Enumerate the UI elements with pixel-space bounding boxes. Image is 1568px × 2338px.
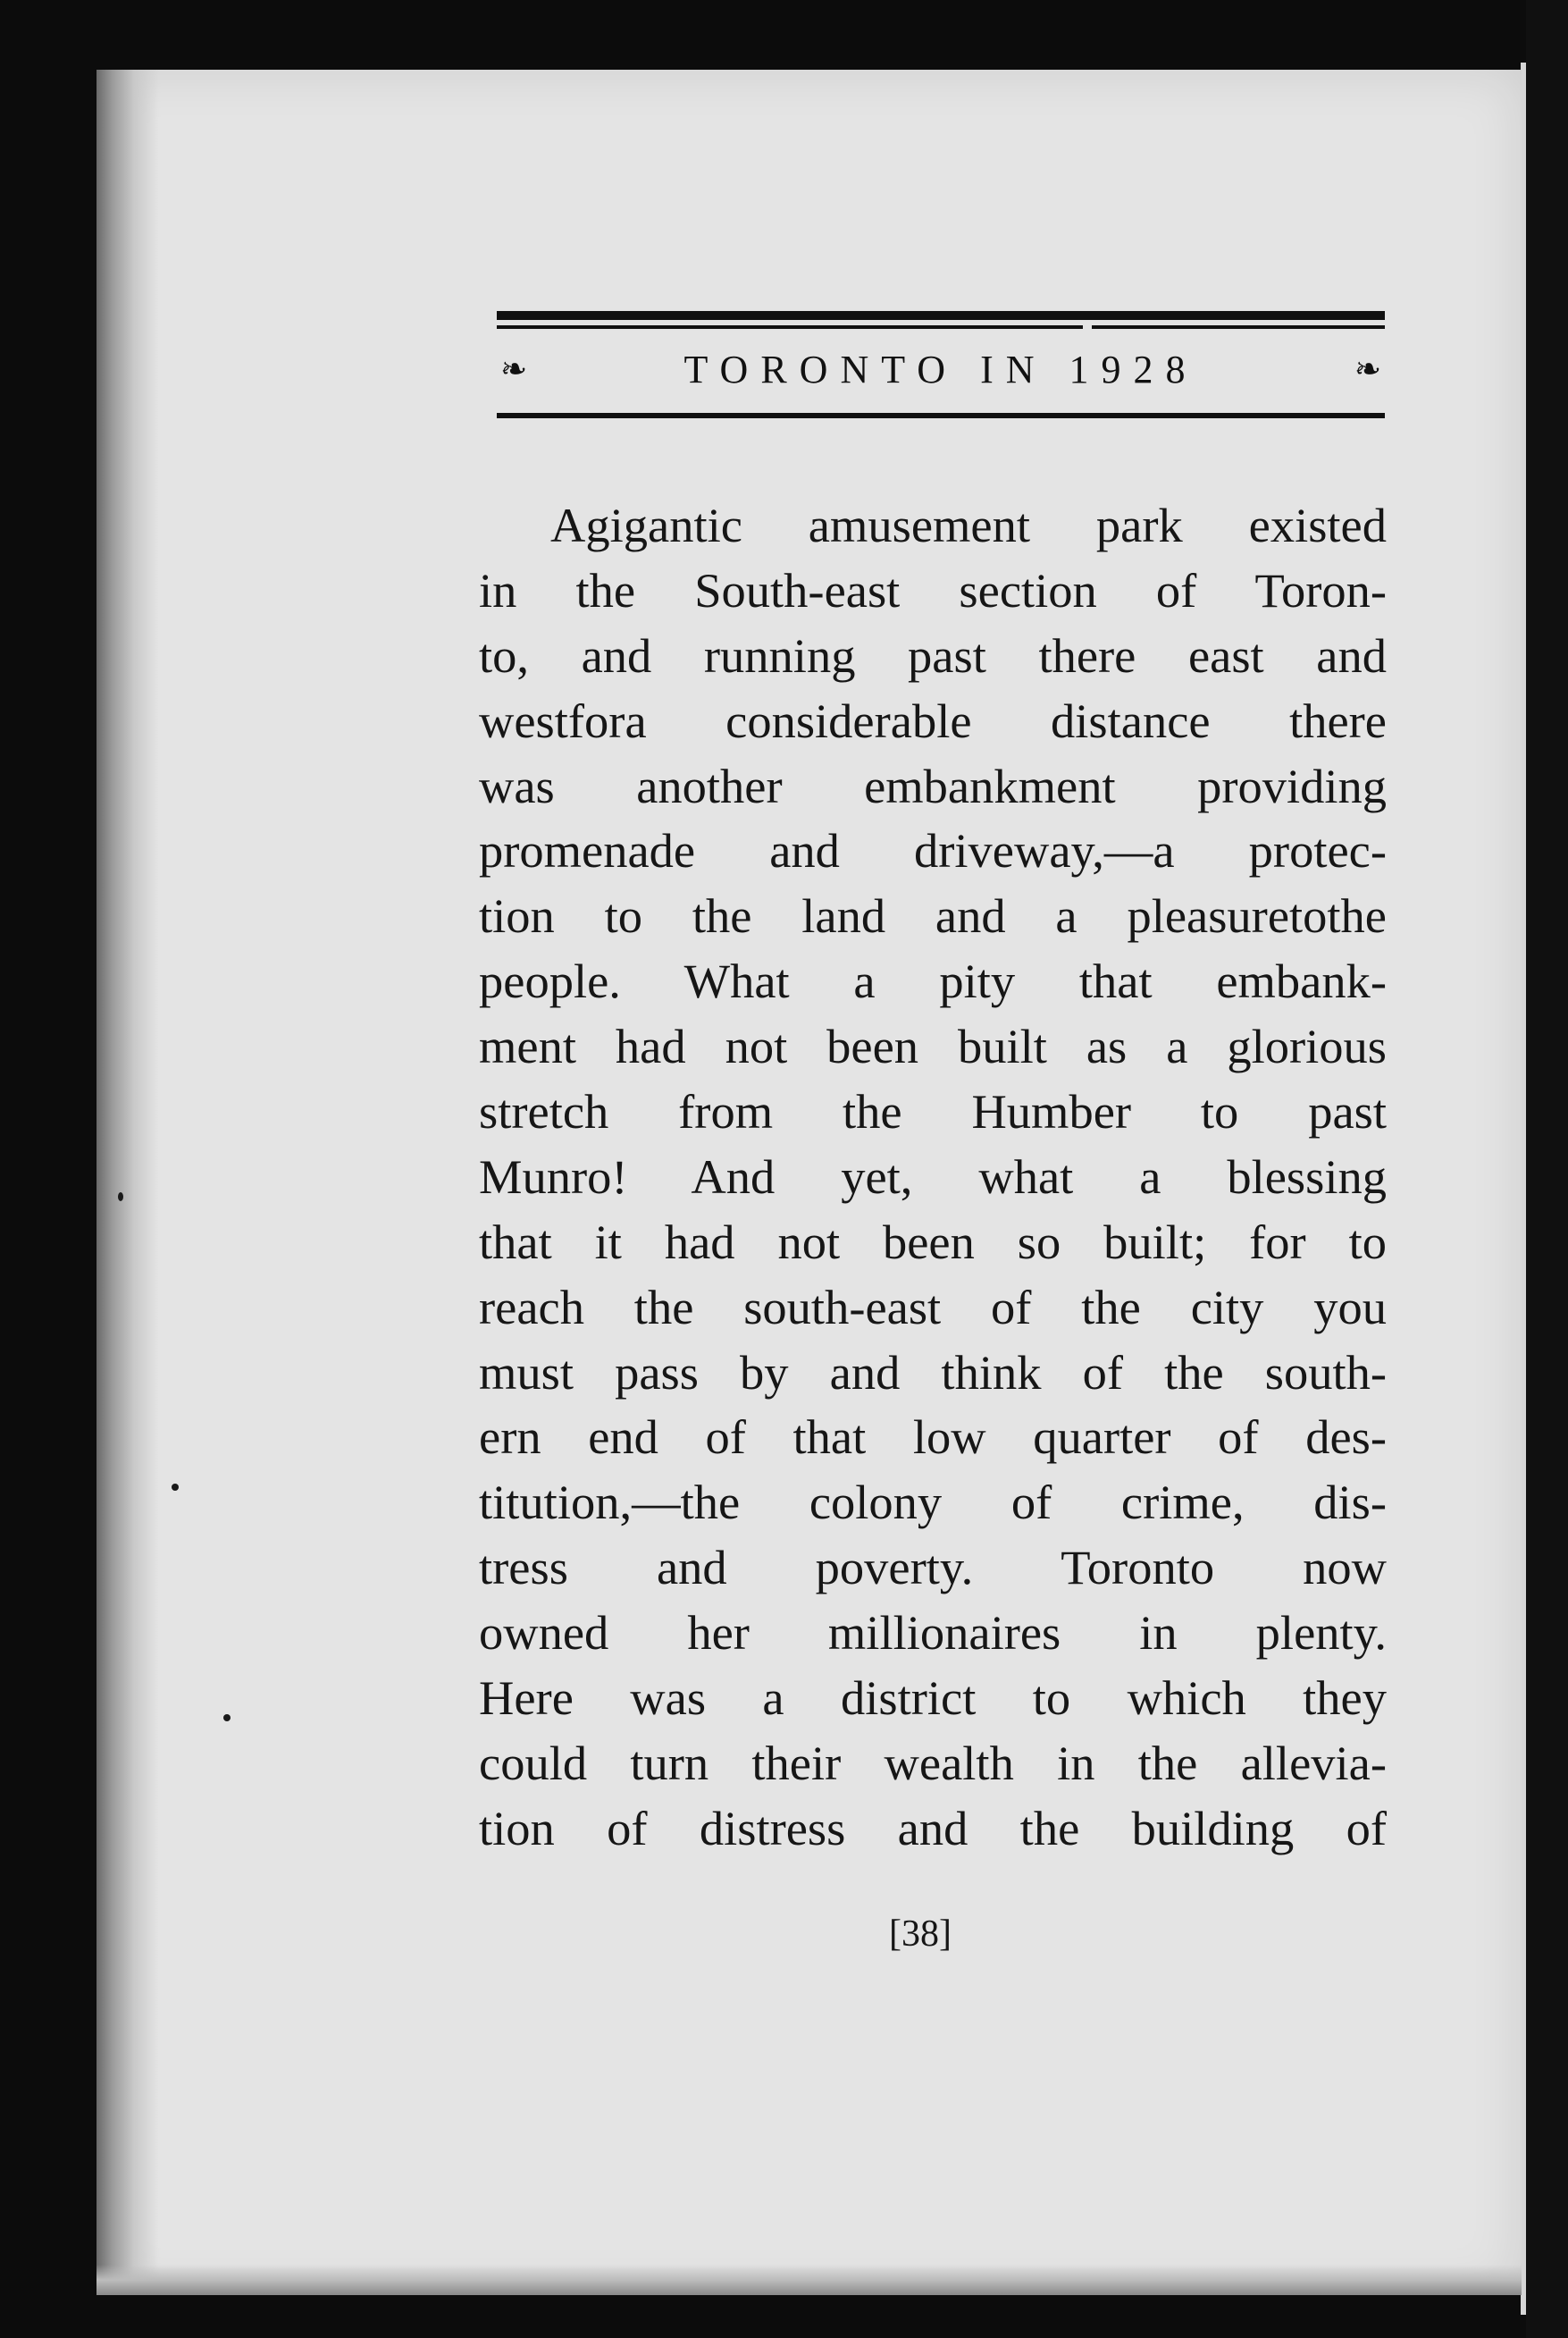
scan-speck xyxy=(118,1192,123,1201)
header-rule-thick xyxy=(497,311,1385,320)
text-line: ment had not been built as a glorious xyxy=(479,1019,1387,1074)
text-line: owned her millionaires in plenty. xyxy=(479,1605,1387,1661)
ornament-left-icon: ❧ xyxy=(500,350,528,388)
text-line: could turn their wealth in the allevia- xyxy=(479,1735,1387,1790)
text-line: promenade and driveway,—a protec- xyxy=(479,823,1387,879)
text-line: titution,—the colony of crime, dis- xyxy=(479,1475,1387,1530)
running-head-block xyxy=(497,311,1385,418)
text-line: Munro! And yet, what a blessing xyxy=(479,1148,1387,1204)
header-rule-left xyxy=(497,325,1083,329)
header-rule-bottom xyxy=(497,413,1385,418)
page-number: [38] xyxy=(889,1913,952,1955)
header-rule-right xyxy=(1092,325,1385,329)
text-line: that it had not been so built; for to xyxy=(479,1214,1387,1269)
ornament-right-icon: ❧ xyxy=(1354,350,1381,388)
text-line: tion of distress and the building of xyxy=(479,1800,1387,1855)
text-line: to, and running past there east and xyxy=(479,627,1387,683)
scan-speck xyxy=(223,1714,231,1721)
running-head xyxy=(497,329,1385,409)
page-bottom-edge xyxy=(96,2265,1522,2295)
text-line: was another embankment providing xyxy=(479,758,1387,813)
header-rule-split xyxy=(497,325,1385,329)
scan-speck xyxy=(172,1484,179,1491)
text-line: must pass by and think of the south- xyxy=(479,1344,1387,1400)
text-line: tress and poverty. Toronto now xyxy=(479,1540,1387,1595)
text-line: tion to the land and a pleasuretothe xyxy=(479,888,1387,944)
text-line: in the South-east section of Toron- xyxy=(479,562,1387,618)
running-head-title: TORONTO IN 1928 xyxy=(683,347,1198,391)
page-worn-edge xyxy=(96,70,159,2295)
text-line: people. What a pity that embank- xyxy=(479,954,1387,1009)
body-text xyxy=(479,493,1387,1862)
text-line: westfora considerable distance there xyxy=(479,693,1387,748)
text-line: Agigantic amusement park existed xyxy=(550,498,1387,552)
scan-background-right xyxy=(1526,0,1568,2338)
text-line: stretch from the Humber to past xyxy=(479,1084,1387,1140)
text-line: ern end of that low quarter of des- xyxy=(479,1409,1387,1465)
text-line: Here was a district to which they xyxy=(479,1670,1387,1726)
text-line: reach the south-east of the city you xyxy=(479,1279,1387,1334)
